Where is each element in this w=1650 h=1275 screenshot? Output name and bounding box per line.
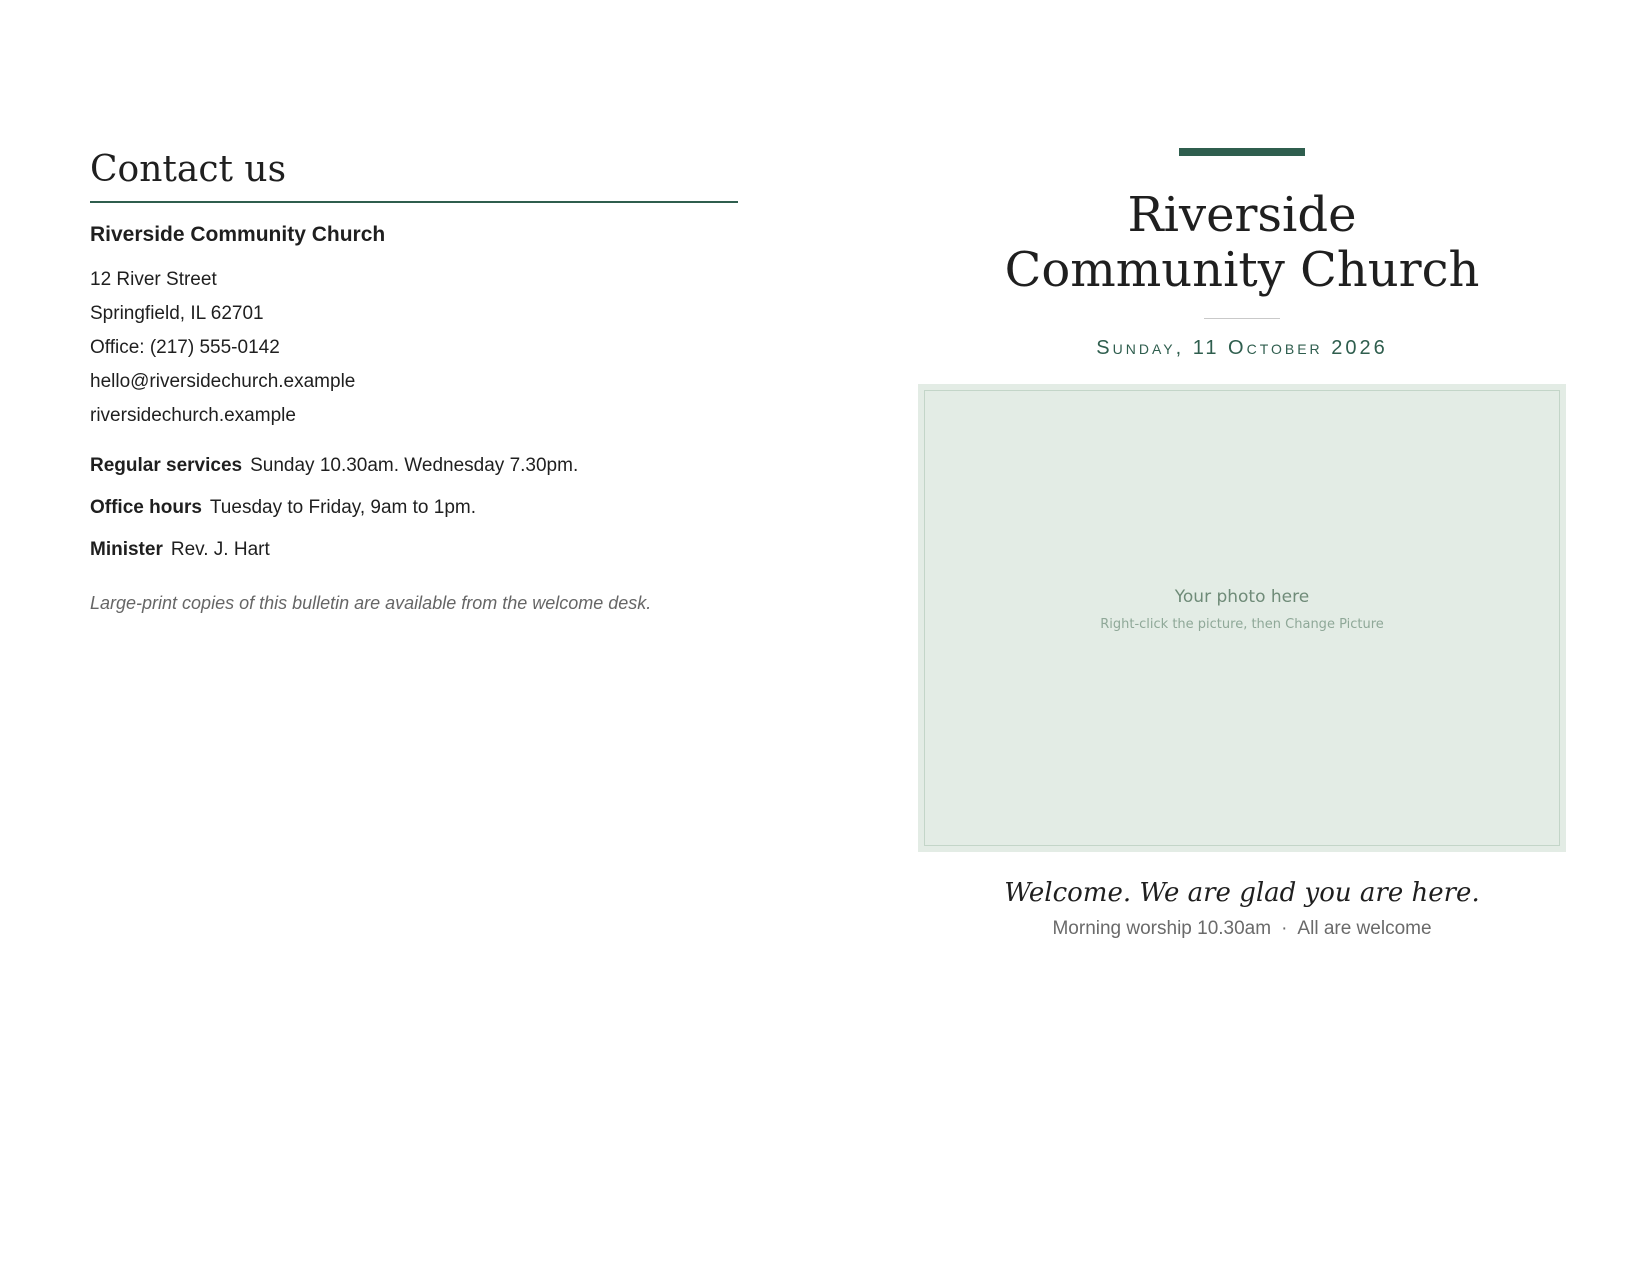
contact-panel	[90, 130, 738, 614]
cover-panel	[918, 130, 1566, 940]
detail-label: Office hours	[90, 497, 202, 519]
detail-value: Rev. J. Hart	[170, 539, 270, 561]
address-block	[90, 263, 738, 433]
photo-placeholder-label: Your photo here	[1174, 586, 1310, 607]
street-address: 12 River Street	[90, 269, 217, 291]
tagline-worship: Morning worship 10.30am	[1052, 918, 1272, 939]
contact-heading: Contact us	[90, 149, 287, 190]
detail-value: Sunday 10.30am. Wednesday 7.30pm.	[250, 455, 579, 477]
photo-placeholder[interactable]	[918, 384, 1566, 852]
service-date: Sunday, 11 October 2026	[1096, 337, 1388, 359]
tagline-welcome: All are welcome	[1297, 918, 1432, 939]
email-address: hello@riversidechurch.example	[90, 371, 356, 393]
detail-label: Regular services	[90, 455, 243, 477]
cover-title-line2: Community Church	[1004, 242, 1480, 298]
details-list	[90, 453, 738, 563]
tagline	[918, 918, 1566, 940]
website: riversidechurch.example	[90, 405, 296, 427]
welcome-message: Welcome. We are glad you are here.	[1004, 878, 1480, 908]
heading-divider	[90, 201, 738, 203]
detail-value: Tuesday to Friday, 9am to 1pm.	[209, 497, 477, 519]
office-phone: Office: (217) 555-0142	[90, 337, 280, 359]
detail-office-hours	[90, 495, 738, 521]
detail-label: Minister	[90, 539, 163, 561]
photo-frame[interactable]	[924, 390, 1560, 846]
title-divider	[1204, 318, 1280, 319]
org-name: Riverside Community Church	[90, 223, 386, 247]
detail-regular-services	[90, 453, 738, 479]
photo-placeholder-hint: Right-click the picture, then Change Picture	[1100, 616, 1384, 632]
city-state-zip: Springfield, IL 62701	[90, 303, 264, 325]
detail-minister	[90, 537, 738, 563]
large-print-note: Large-print copies of this bulletin are available from the welcome desk.	[90, 593, 652, 614]
cover-title	[918, 188, 1566, 298]
accent-bar	[1179, 148, 1305, 156]
cover-title-line1: Riverside	[1127, 187, 1357, 243]
tagline-separator: ·	[1281, 918, 1288, 939]
